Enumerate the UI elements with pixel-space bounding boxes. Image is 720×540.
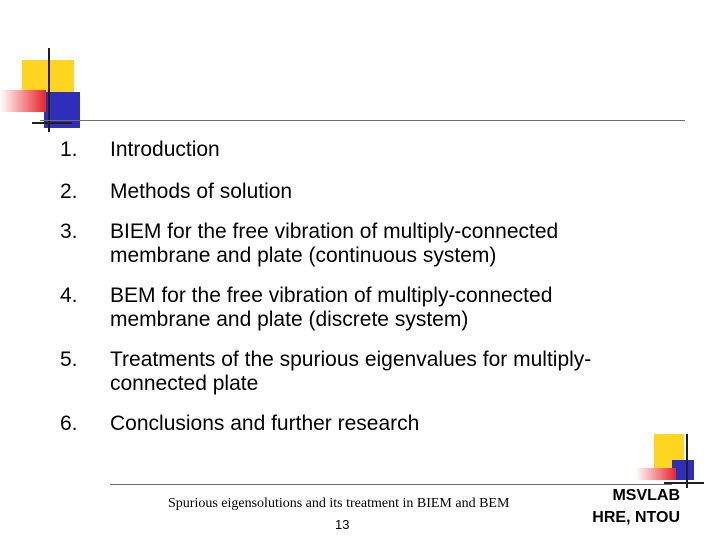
outline-text: Conclusions and further research xyxy=(110,412,420,435)
outline-number: 6. xyxy=(60,412,78,435)
outline-item xyxy=(60,284,640,332)
outline-text: Treatments of the spurious eigenvalues for multiply-connected plate xyxy=(110,348,592,395)
red-gradient-bar xyxy=(636,468,676,480)
outline-text: Introduction xyxy=(110,138,220,161)
outline-number: 3. xyxy=(60,220,78,243)
outline-item xyxy=(60,138,640,162)
vertical-line xyxy=(686,434,688,488)
title-rule xyxy=(40,120,685,121)
outline-text: Methods of solution xyxy=(110,180,293,203)
outline-text: BIEM for the free vibration of multiply-connected membrane and plate (continuous system) xyxy=(110,220,559,267)
outline-item xyxy=(60,220,640,268)
outline-item xyxy=(60,348,640,396)
outline-number: 1. xyxy=(60,138,78,161)
page-number: 13 xyxy=(335,517,350,532)
outline-number: 5. xyxy=(60,348,78,371)
lab-line: HRE, NTOU xyxy=(592,509,680,526)
lab-line: MSVLAB xyxy=(612,487,680,504)
outline-number: 2. xyxy=(60,180,78,203)
outline-text: BEM for the free vibration of multiply-connected membrane and plate (discrete system) xyxy=(110,284,553,331)
outline-item xyxy=(60,180,640,204)
title-decoration xyxy=(0,40,90,140)
horizontal-line-short xyxy=(32,122,72,124)
outline-number: 4. xyxy=(60,284,78,307)
red-gradient-bar xyxy=(0,90,46,112)
outline-list xyxy=(60,138,640,436)
footer-title: Spurious eigensolutions and its treatment in BIEM and BEM xyxy=(168,496,510,511)
lab-label xyxy=(560,485,680,529)
